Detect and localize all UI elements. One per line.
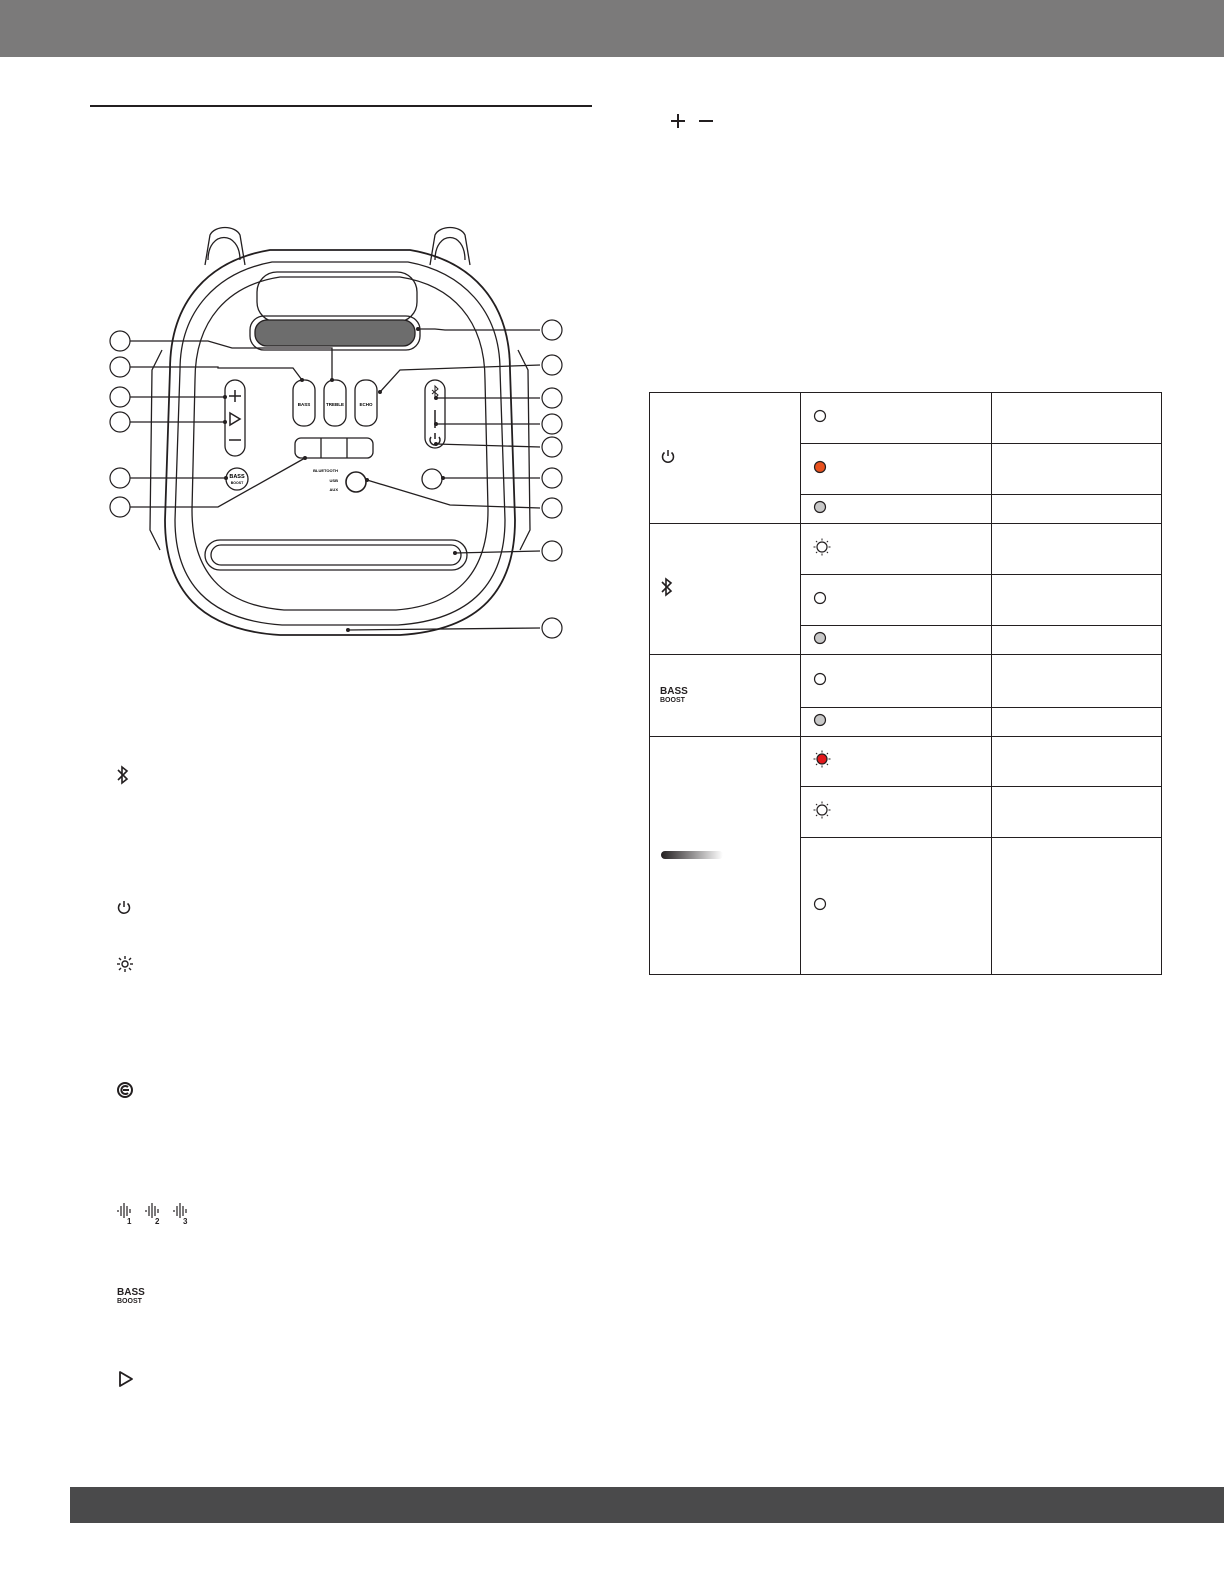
panel-input-aux: AUX	[329, 487, 338, 492]
bluetooth-icon	[660, 577, 674, 597]
state-cell	[801, 655, 992, 708]
bass-boost-line2: BOOST	[117, 1298, 142, 1305]
state-cell	[801, 393, 992, 444]
preset-3: 3	[183, 1217, 188, 1226]
description-cell	[992, 737, 1162, 787]
state-cell	[801, 575, 992, 626]
light-icon	[116, 955, 134, 973]
panel-treble: TREBLE	[326, 402, 344, 407]
bass-boost-icon	[660, 687, 800, 705]
led-off-icon	[813, 631, 827, 645]
led-white-icon	[813, 897, 827, 911]
power-icon	[660, 448, 676, 464]
header-bar	[0, 0, 1224, 57]
bass-boost-line1: BASS	[660, 685, 688, 697]
description-cell	[992, 393, 1162, 444]
led-red-flashing-icon	[813, 750, 831, 768]
led-white-flashing-icon	[813, 538, 831, 556]
preset-1: 1	[127, 1217, 132, 1226]
description-cell	[992, 655, 1162, 708]
led-off-icon	[813, 500, 827, 514]
bluetooth-icon	[116, 765, 130, 785]
state-cell	[801, 524, 992, 575]
bass-boost-icon	[117, 1288, 145, 1306]
speaker-diagram	[100, 220, 580, 660]
footer-bar	[70, 1487, 1224, 1523]
power-group-cell	[650, 393, 801, 524]
power-icon	[116, 899, 132, 915]
volume-icons	[670, 111, 720, 131]
state-cell	[801, 838, 992, 975]
description-cell	[992, 575, 1162, 626]
bass-boost-line1: BASS	[117, 1287, 145, 1298]
state-cell	[801, 787, 992, 838]
led-off-icon	[813, 713, 827, 727]
battery-gradient-icon	[660, 850, 724, 860]
description-cell	[992, 787, 1162, 838]
plus-icon	[671, 114, 685, 128]
panel-echo: ECHO	[359, 402, 373, 407]
description-cell	[992, 708, 1162, 737]
led-white-icon	[813, 672, 827, 686]
description-cell	[992, 838, 1162, 975]
panel-bassboost-2: BOOST	[230, 481, 244, 485]
description-cell	[992, 444, 1162, 495]
led-white-flashing-icon	[813, 801, 831, 819]
section-rule	[90, 105, 592, 107]
play-icon	[118, 1370, 134, 1388]
state-cell	[801, 626, 992, 655]
bass-boost-line2: BOOST	[660, 696, 685, 704]
panel-input-bt: BLUETOOTH	[313, 468, 338, 473]
panel-bassboost-1: BASS	[229, 474, 245, 480]
description-cell	[992, 524, 1162, 575]
state-cell	[801, 708, 992, 737]
led-orange-icon	[813, 460, 827, 474]
state-cell	[801, 444, 992, 495]
led-status-table	[649, 392, 1162, 975]
battery-group-cell	[650, 737, 801, 975]
input-icon	[116, 1081, 134, 1099]
led-white-icon	[813, 591, 827, 605]
preset-2: 2	[155, 1217, 160, 1226]
panel-bass: BASS	[297, 402, 311, 407]
state-cell	[801, 737, 992, 787]
panel-input-usb: USB	[329, 478, 338, 483]
mic-preset-icon	[116, 1200, 196, 1226]
description-cell	[992, 626, 1162, 655]
led-white-icon	[813, 409, 827, 423]
bassboost-group-cell	[650, 655, 801, 737]
state-cell	[801, 495, 992, 524]
description-cell	[992, 495, 1162, 524]
bluetooth-group-cell	[650, 524, 801, 655]
